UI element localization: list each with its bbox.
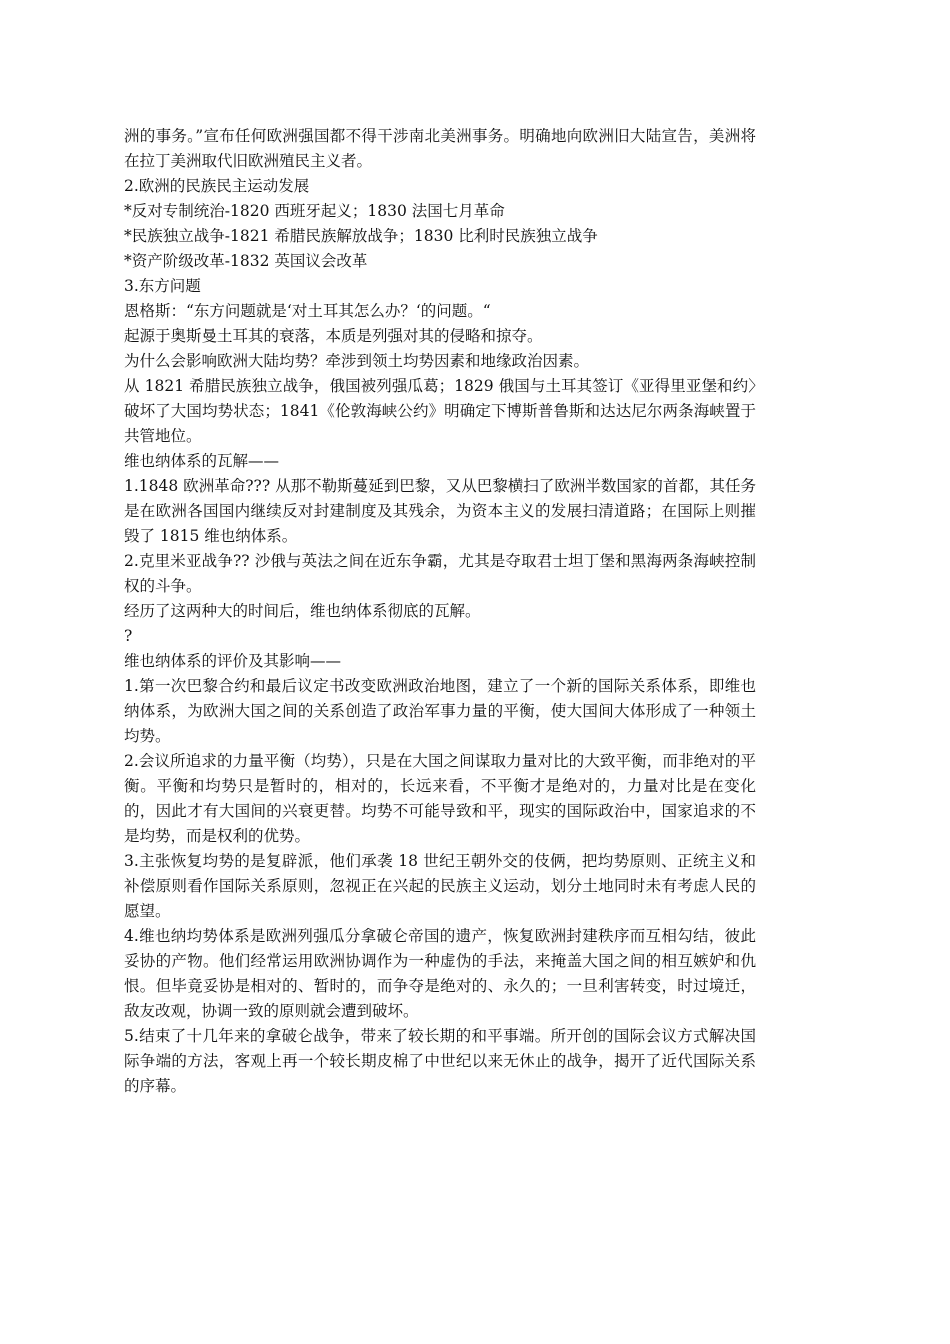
paragraph-origin: 起源于奥斯曼土耳其的衰落，本质是列强对其的侵略和掠夺。 [124, 327, 543, 345]
paragraph-evaluation-1: 1.第一次巴黎合约和最后议定书改变欧洲政治地图，建立了一个新的国际关系体系，即维也纳体系，为欧洲大国之间的关系创造了政治军事力量的平衡，使大国间大体形成了一种领土均势。 [124, 677, 756, 745]
paragraph-evaluation-2: 2.会议所追求的力量平衡（均势），只是在大国之间谋取力量对比的大致平衡，而非绝对的平衡。平衡和均势只是暂时的，相对的，长远来看，不平衡才是绝对的，力量对比是在变化的，因此才有大国间的兴衰更替。均势不可能导致和平，现实的国际政治中，国家追求的不是均势，而是权利的优势。 [124, 752, 756, 845]
paragraph-why-balance: 为什么会影响欧洲大陆均势？牵涉到领土均势因素和地缘政治因素。 [124, 352, 590, 370]
list-item-independence-wars: *民族独立战争-1821 希腊民族解放战争；1830 比利时民族独立战争 [124, 227, 598, 245]
heading-national-democratic-movements: 2.欧洲的民族民主运动发展 [124, 177, 310, 195]
paragraph-collapse-summary: 经历了这两种大的时间后，维也纳体系彻底的瓦解。 [124, 602, 481, 620]
paragraph-question-mark: ? [124, 627, 133, 645]
paragraph-evaluation-4: 4.维也纳均势体系是欧洲列强瓜分拿破仑帝国的遗产，恢复欧洲封建秩序而互相勾结，彼此妥协的产物。他们经常运用欧洲协调作为一种虚伪的手法，来掩盖大国之间的相互嫉妒和仇恨。但毕竟妥协是相对的、暂时的，而争夺是绝对的、永久的；一旦利害转变，时过境迁，敌友改观，协调一致的原则就会遭到破坏。 [124, 927, 756, 1020]
paragraph-evaluation-5: 5.结束了十几年来的拿破仑战争，带来了较长期的和平事端。所开创的国际会议方式解决国际争端的方法，客观上再一个较长期皮棉了中世纪以来无休止的战争，揭开了近代国际关系的序幕。 [124, 1027, 756, 1095]
document-page [124, 124, 756, 1099]
list-item-bourgeois-reform: *资产阶级改革-1832 英国议会改革 [124, 252, 368, 270]
paragraph-crimean-war: 2.克里米亚战争?? 沙俄与英法之间在近东争霸，尤其是夺取君士坦丁堡和黑海两条海峡控制权的斗争。 [124, 552, 756, 595]
paragraph-engels-quote: 恩格斯：“东方问题就是‘对土耳其怎么办？‘的问题。“ [124, 302, 491, 320]
heading-eastern-question: 3.东方问题 [124, 277, 201, 295]
heading-vienna-evaluation: 维也纳体系的评价及其影响—— [124, 652, 342, 670]
paragraph-1848-revolution: 1.1848 欧洲革命??? 从那不勒斯蔓延到巴黎，又从巴黎横扫了欧洲半数国家的首都，其任务是在欧洲各国国内继续反对封建制度及其残余，为资本主义的发展扫清道路；在国际上则摧毁了 1815 维也纳体系。 [124, 477, 756, 545]
list-item-anti-autocracy: *反对专制统治-1820 西班牙起义；1830 法国七月革命 [124, 202, 505, 220]
paragraph-greek-independence: 从 1821 希腊民族独立战争，俄国被列强瓜葛；1829 俄国与土耳其签订《亚得里亚堡和约〉破坏了大国均势状态；1841《伦敦海峡公约》明确定下博斯普鲁斯和达达尼尔两条海峡置于共管地位。 [124, 377, 756, 445]
paragraph-evaluation-3: 3.主张恢复均势的是复辟派，他们承袭 18 世纪王朝外交的伎俩，把均势原则、正统主义和补偿原则看作国际关系原则，忽视正在兴起的民族主义运动，划分土地同时未有考虑人民的愿望。 [124, 852, 756, 920]
heading-vienna-collapse: 维也纳体系的瓦解—— [124, 452, 280, 470]
paragraph-monroe-doctrine-end: 洲的事务。”宣布任何欧洲强国都不得干涉南北美洲事务。明确地向欧洲旧大陆宣告，美洲将在拉丁美洲取代旧欧洲殖民主义者。 [124, 127, 756, 170]
